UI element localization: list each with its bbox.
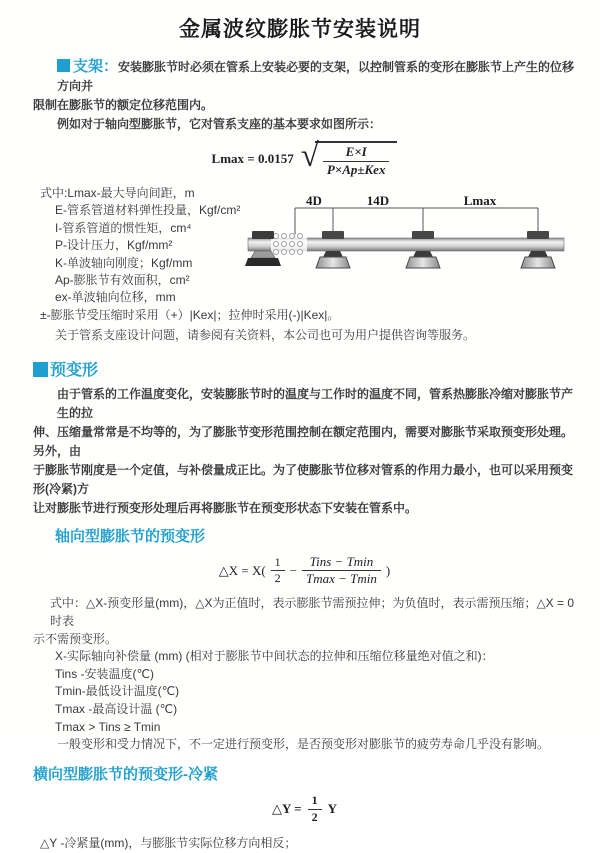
formula-lhs: Lmax = 0.0157 <box>211 151 294 167</box>
lateral-formula-lhs: △Y = <box>272 801 302 817</box>
definition-line: 式中:Lmax-最大导向间距，m <box>40 185 195 200</box>
formula-fraction <box>323 145 390 178</box>
sqrt-expression <box>300 137 398 178</box>
predeform-section-heading <box>33 357 576 380</box>
half-fraction: $\frac{1}{2}$ <box>271 556 285 587</box>
guide-spacing-formula <box>33 137 576 178</box>
axial-predeform-formula <box>33 555 576 588</box>
lateral-formula-rhs: Y <box>327 801 337 817</box>
support-intro-line-1 <box>33 57 576 96</box>
axial-note-line: Tmin-最低设计温度(℃) <box>55 684 180 699</box>
dim-label-14d: 14D <box>366 193 390 208</box>
axial-note-line: Tmax -最高设计温 (℃) <box>55 701 178 716</box>
consult-line: 关于管系支座设计问题，请参阅有关资料，本公司也可为用户提供咨询等服务。 <box>55 328 476 343</box>
definition-line: P-设计压力，Kgf/mm² <box>55 238 173 253</box>
axial-note-line: Tmax > Tins ≥ Tmin <box>55 719 161 734</box>
axial-note-line: 式中：△X-预变形量(mm)，△X为正值时，表示膨胀节需预拉伸；为负值时，表示需预压缩；△X = 0时表 <box>50 596 575 628</box>
dim-label-lmax: Lmax <box>463 193 497 208</box>
temperature-fraction: $\frac{\text{Tins − Tmin}}{Tmax - Tmin}$ <box>302 555 381 588</box>
fraction-numerator: E×I <box>323 145 390 162</box>
axial-formula-lhs: △X = X( <box>218 562 266 578</box>
predeform-heading-text: 预变形 <box>50 361 99 379</box>
sqrt-body <box>315 141 398 178</box>
axial-note-line: 一般变形和受力情况下，不一定进行预变形，是否预变形对膨胀节的疲劳寿命几乎没有影响。 <box>57 737 550 752</box>
half-fraction: $\frac{1}{2}$ <box>308 794 322 825</box>
definition-line: I-管系管道的惯性矩，cm⁴ <box>55 220 192 235</box>
dim-label-4d: 4D <box>306 193 322 208</box>
axial-note-line: 示不需预变形。 <box>33 631 118 646</box>
fraction-denominator: P×Ap±Kex <box>326 161 386 177</box>
axial-note-line: X-实际轴向补偿量 (mm) (相对于膨胀节中间状态的拉伸和压缩位移量绝对值之和)： <box>55 649 494 664</box>
axial-subsection-heading: 轴向型膨胀节的预变形 <box>55 527 206 545</box>
lateral-note-line: △Y -冷紧量(mm)，与膨胀节实际位移方向相反； <box>40 836 297 851</box>
definition-line: ex-单波轴向位移，mm <box>55 290 176 305</box>
definition-line: ±-膨胀节受压缩时采用（+）|Kex|；拉伸时采用(-)|Kex|。 <box>40 307 340 322</box>
section-marker-icon <box>57 59 70 72</box>
support-section-heading: 支架： <box>73 58 119 75</box>
bellows-icon <box>271 233 307 255</box>
definition-line: E-管系管道材料弹性投量，Kgf/cm² <box>55 203 241 218</box>
definition-line: Ap-膨胀节有效面积，cm² <box>55 272 190 287</box>
document-content <box>0 43 600 853</box>
predeform-paragraph-line: 于膨胀节刚度是一个定值，与补偿量成正比。为了使膨胀节位移对管系的作用力最小，也可以采用预变形(冷紧)方 <box>33 462 574 496</box>
predeform-paragraph-line: 伸、压缩量常常是不均等的，为了膨胀节变形范围控制在额定范围内，需要对膨胀节采取预变形处理。另外，由 <box>33 424 574 458</box>
predeform-paragraph-line: 让对膨胀节进行预变形处理后再将膨胀节在预变形状态下安装在管系中。 <box>33 500 418 515</box>
section-marker-icon <box>33 362 48 377</box>
minus-sign: − <box>289 562 298 578</box>
support-intro-line-2: 限制在膨胀节的额定位移范围内。 <box>33 98 214 112</box>
axial-note-line: Tins -安装温度(℃) <box>55 666 155 681</box>
sqrt-radical-icon: √ <box>300 137 319 174</box>
lateral-predeform-formula <box>33 794 576 825</box>
support-intro-text: 安装膨胀节时必须在管系上安装必要的支架，以控制管系的变形在膨胀节上产生的位移方向并 <box>57 60 575 93</box>
lateral-subsection-heading: 横向型膨胀节的预变形-冷紧 <box>33 765 218 783</box>
page-title: 金属波纹膨胀节安装说明 <box>179 18 421 41</box>
definition-line: K-单波轴向刚度；Kgf/mm <box>55 255 193 270</box>
predeform-paragraph-line: 由于管系的工作温度变化，安装膨胀节时的温度与工作时的温度不同，管系热膨胀冷缩对膨胀节产生的拉 <box>57 386 574 420</box>
support-example-line: 例如对于轴向型膨胀节，它对管系支座的基本要求如图所示： <box>57 117 382 131</box>
pipe-support-diagram <box>246 194 598 286</box>
axial-formula-close: ) <box>385 562 391 578</box>
